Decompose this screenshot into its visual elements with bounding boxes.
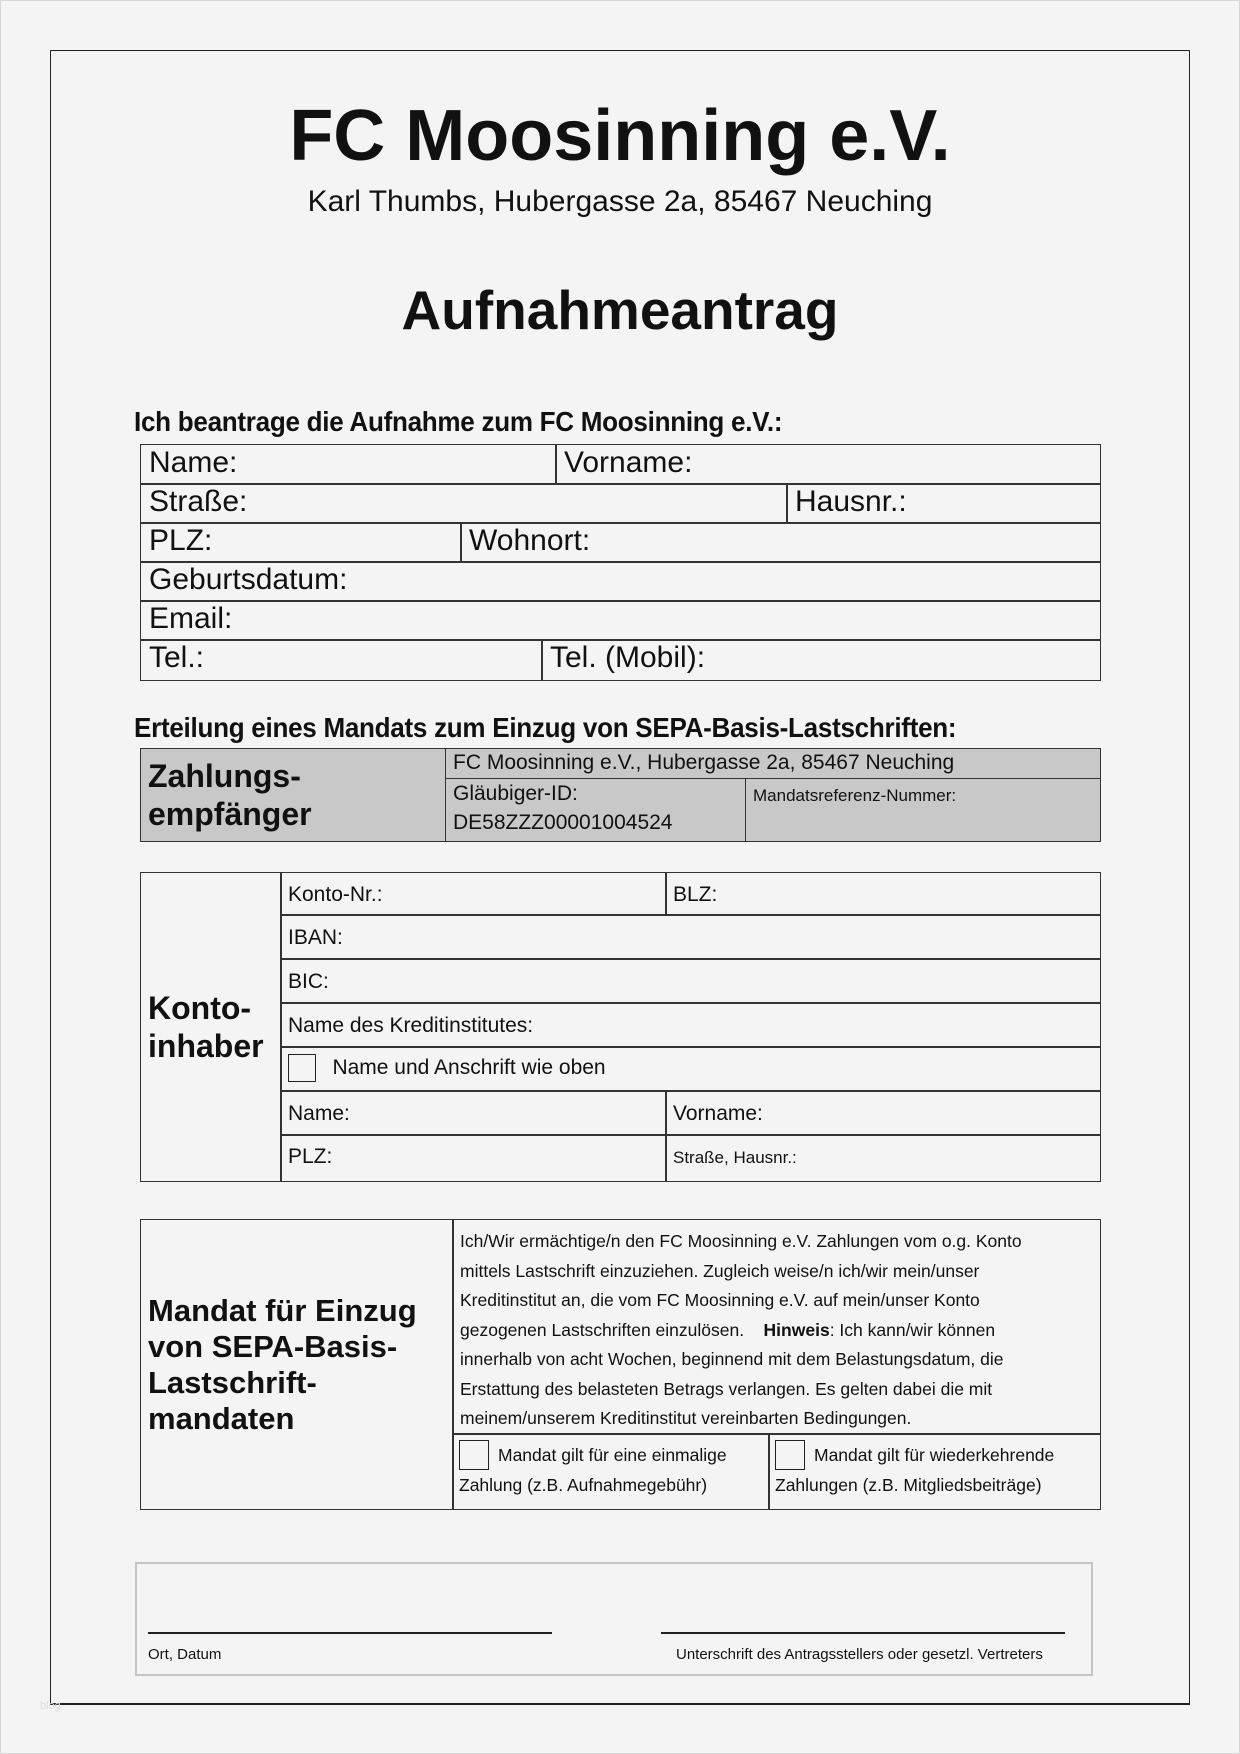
field-bic[interactable]	[280, 958, 1101, 1004]
field-hausnr-label: Hausnr.:	[795, 485, 907, 518]
mandate-label-cell	[140, 1219, 454, 1510]
field-iban[interactable]	[280, 914, 1101, 960]
mandate-text-fragment: gezogenen Lastschriften einzulösen.	[460, 1319, 745, 1340]
option-recurring-cell	[768, 1433, 1101, 1510]
mandate-text	[453, 1220, 1100, 1434]
mandate-text-cell	[452, 1219, 1101, 1435]
applicant-section-heading: Ich beantrage die Aufnahme zum FC Moosinning e.V.:	[134, 406, 783, 437]
field-plz[interactable]	[140, 522, 462, 563]
field-tel-mobil[interactable]	[541, 639, 1101, 681]
club-address: Karl Thumbs, Hubergasse 2a, 85467 Neuching	[307, 185, 933, 218]
mandate-text-line	[460, 1316, 1093, 1346]
field-tel-label: Tel.:	[149, 641, 205, 674]
same-address-label: Name und Anschrift wie oben	[332, 1056, 606, 1079]
mandate-reference-cell[interactable]	[745, 778, 1101, 842]
mandate-text-line: Erstattung des belasteten Betrags verlangen. Es gelten dabei die mit	[460, 1378, 993, 1399]
mandate-reference-label: Mandatsreferenz-Nummer:	[753, 786, 957, 805]
field-strasse-label: Straße:	[149, 485, 248, 518]
same-address-checkbox[interactable]	[288, 1054, 316, 1082]
field-strasse[interactable]	[140, 483, 788, 524]
payee-label-cell	[140, 748, 447, 842]
option-once-cell	[452, 1433, 770, 1510]
option-recurring-line2: Zahlungen (z.B. Mitgliedsbeiträge)	[775, 1475, 1042, 1496]
document-title: Aufnahmeantrag	[401, 279, 839, 341]
payee-address: FC Moosinning e.V., Hubergasse 2a, 85467 Neuching	[453, 751, 955, 774]
field-blz-label: BLZ:	[673, 883, 718, 906]
field-holder-strasse[interactable]	[665, 1134, 1101, 1182]
field-bank-name[interactable]	[280, 1002, 1101, 1048]
payee-address-cell	[445, 748, 1101, 780]
field-name[interactable]	[140, 444, 557, 485]
mandate-label-line2: von SEPA-Basis-	[148, 1328, 398, 1364]
place-date-line[interactable]	[148, 1632, 552, 1634]
watermark: blog	[40, 1700, 61, 1712]
place-date-caption: Ort, Datum	[148, 1646, 222, 1663]
sepa-section-heading: Erteilung eines Mandats zum Einzug von SEPA-Basis-Lastschriften:	[134, 712, 957, 743]
field-holder-strasse-label: Straße, Hausnr.:	[673, 1148, 797, 1167]
mandate-text-line: Ich/Wir ermächtige/n den FC Moosinning e.V. Zahlungen vom o.g. Konto	[460, 1231, 1022, 1251]
field-plz-label: PLZ:	[149, 524, 213, 557]
field-hausnr[interactable]	[786, 483, 1101, 524]
field-holder-vorname-label: Vorname:	[673, 1102, 763, 1125]
mandate-label-line3: Lastschrift-	[148, 1364, 317, 1400]
field-bic-label: BIC:	[288, 970, 329, 993]
account-holder-label-line1: Konto-	[148, 990, 252, 1026]
field-holder-plz-label: PLZ:	[288, 1145, 333, 1168]
field-blz[interactable]	[665, 872, 1101, 916]
field-holder-name-label: Name:	[288, 1102, 350, 1125]
signature-line[interactable]	[661, 1632, 1065, 1634]
mandate-label-line4: mandaten	[148, 1400, 295, 1436]
club-name: FC Moosinning e.V.	[289, 96, 951, 176]
option-recurring-line1: Mandat gilt für wiederkehrende	[814, 1445, 1055, 1466]
option-once-line2: Zahlung (z.B. Aufnahmegebühr)	[459, 1475, 708, 1496]
hint-label: Hinweis	[763, 1319, 830, 1340]
same-address-row	[280, 1046, 1101, 1092]
signature-caption: Unterschrift des Antragsstellers oder gesetzl. Vertreters	[676, 1646, 1043, 1663]
hint-text-fragment: : Ich kann/wir können	[829, 1319, 996, 1340]
field-bank-name-label: Name des Kreditinstitutes:	[288, 1014, 534, 1037]
creditor-id-cell	[445, 778, 747, 842]
field-email[interactable]	[140, 600, 1101, 641]
field-holder-name[interactable]	[280, 1090, 667, 1136]
field-vorname-label: Vorname:	[564, 446, 693, 479]
mandate-label-line1: Mandat für Einzug	[148, 1292, 417, 1328]
field-wohnort[interactable]	[460, 522, 1101, 563]
mandate-text-line: Kreditinstitut an, die vom FC Moosinning e.V. auf mein/unser Konto	[460, 1290, 980, 1310]
option-once-checkbox[interactable]	[459, 1440, 489, 1470]
account-holder-label-cell	[140, 872, 282, 1182]
field-iban-label: IBAN:	[288, 926, 343, 949]
creditor-id-value: DE58ZZZ00001004524	[453, 811, 673, 834]
field-holder-vorname[interactable]	[665, 1090, 1101, 1136]
field-tel-mobil-label: Tel. (Mobil):	[550, 641, 706, 674]
field-vorname[interactable]	[555, 444, 1101, 485]
field-geburtsdatum-label: Geburtsdatum:	[149, 563, 348, 596]
field-konto-nr[interactable]	[280, 872, 667, 916]
field-email-label: Email:	[149, 602, 233, 635]
mandate-text-line: meinem/unserem Kreditinstitut vereinbarten Bedingungen.	[460, 1408, 912, 1428]
field-geburtsdatum[interactable]	[140, 561, 1101, 602]
field-tel[interactable]	[140, 639, 543, 681]
account-holder-label-line2: inhaber	[148, 1028, 264, 1064]
mandate-text-line: innerhalb von acht Wochen, beginnend mit dem Belastungsdatum, die	[460, 1349, 1004, 1369]
field-wohnort-label: Wohnort:	[469, 524, 591, 557]
field-name-label: Name:	[149, 446, 238, 479]
option-once-line1: Mandat gilt für eine einmalige	[498, 1445, 727, 1466]
field-konto-nr-label: Konto-Nr.:	[288, 883, 383, 906]
creditor-id-label: Gläubiger-ID:	[453, 782, 578, 805]
option-recurring-checkbox[interactable]	[775, 1440, 805, 1470]
field-holder-plz[interactable]	[280, 1134, 667, 1182]
mandate-text-line: mittels Lastschrift einzuziehen. Zugleich weise/n ich/wir mein/unser	[460, 1260, 980, 1281]
payee-label-line2: empfänger	[148, 796, 312, 832]
payee-label-line1: Zahlungs-	[148, 758, 301, 794]
